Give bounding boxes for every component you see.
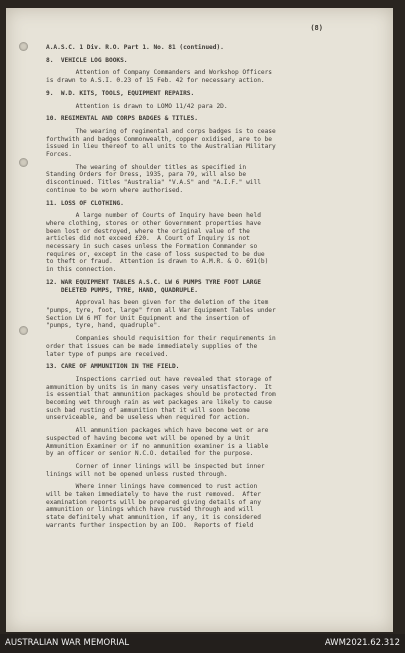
text-line: Section LW 6 MT for Unit Equipment and the insertion of	[46, 314, 250, 322]
page-number-mark: (8)	[310, 24, 323, 32]
archive-footer	[0, 634, 405, 653]
text-line: such bad rusting of ammunition that it will soon become	[46, 406, 250, 414]
text-line: Ammunition Examiner or if no ammunition examiner is a liable	[46, 442, 269, 450]
text-line: necessary in such cases unless the Formation Commander so	[46, 243, 258, 251]
text-line: The wearing of shoulder titles as specified in	[46, 163, 247, 171]
punch-hole-icon	[19, 326, 28, 335]
text-line: Approval has been given for the deletion of the item	[46, 299, 269, 307]
text-line: Attention of Company Commanders and Workshop Officers	[46, 69, 273, 77]
document-page	[6, 8, 393, 632]
text-line: Attention is drawn to LOMO 11/42 para 2D.	[46, 102, 228, 110]
text-line: All ammunition packages which have become wet or are	[46, 427, 269, 435]
text-line: Companies should requisition for their requirements in	[46, 335, 276, 343]
text-line: Where inner linings have commenced to rust action	[46, 483, 258, 491]
institution-label: AUSTRALIAN WAR MEMORIAL	[5, 638, 130, 648]
text-line: examination reports will be prepared giving details of any	[46, 498, 261, 506]
text-line: Standing Orders for Dress, 1935, para 79, will also be	[46, 171, 247, 179]
text-line: becoming wet through rain as wet packages are likely to cause	[46, 399, 273, 407]
text-line: 11. LOSS OF CLOTHING.	[46, 199, 124, 207]
text-line: A large number of Courts of Inquiry have been held	[46, 212, 261, 220]
text-line: continue to be worn where authorised.	[46, 186, 184, 194]
punch-hole-icon	[19, 42, 28, 51]
text-line: 10. REGIMENTAL AND CORPS BADGES & TITLES.	[46, 115, 198, 123]
text-line: by an officer or senior N.C.O. detailed for the purpose.	[46, 450, 254, 458]
text-line: 13. CARE OF AMMUNITION IN THE FIELD.	[46, 363, 180, 371]
text-line: ammunition by units is in many cases very unsatisfactory. It	[46, 383, 273, 391]
text-line: been lost or destroyed, where the original value of the	[46, 227, 250, 235]
text-line: warrants further inspection by an IOO. Reports of field	[46, 521, 254, 529]
text-line: 8. VEHICLE LOG BOOKS.	[46, 56, 128, 64]
text-line: later type of pumps are received.	[46, 350, 169, 358]
text-line: is essential that ammunition packages should be protected from	[46, 391, 276, 399]
typed-text-body	[46, 44, 382, 530]
text-line: suspected of having become wet will be opened by a Unit	[46, 434, 250, 442]
text-line: issued in lieu thereof to all units to the Australian Military	[46, 143, 276, 151]
catalogue-number: AWM2021.62.312	[324, 638, 400, 648]
text-line: where clothing, stores or other Government properties have	[46, 219, 261, 227]
text-line: requires or, except in the case of loss suspected to be due	[46, 250, 265, 258]
text-line: forthwith and badges Commonwealth, copper oxidised, are to be	[46, 135, 273, 143]
text-line: will be taken immediately to have the rust removed. After	[46, 491, 261, 499]
text-line: 12. WAR EQUIPMENT TABLES A.S.C. LW 6 PUMPS TYRE FOOT LARGE	[46, 278, 261, 286]
text-line: is drawn to A.S.I. 0.23 of 15 Feb. 42 for necessary action.	[46, 77, 265, 85]
text-line: 9. W.D. KITS, TOOLS, EQUIPMENT REPAIRS.	[46, 89, 195, 97]
text-line: in this connection.	[46, 266, 117, 274]
text-line: order that issues can be made immediately supplies of the	[46, 342, 258, 350]
text-line: A.A.S.C. 1 Div. R.O. Part 1. No. 81 (continued).	[46, 44, 224, 51]
text-line: The wearing of regimental and corps badges is to cease	[46, 127, 276, 135]
text-line: Corner of inner linings will be inspected but inner	[46, 462, 265, 470]
text-line: "pumps, tyre, foot, large" from all War Equipment Tables under	[46, 306, 276, 314]
punch-hole-icon	[19, 158, 28, 167]
text-line: unserviceable, and be useless when required for action.	[46, 414, 250, 422]
text-line: linings will not be opened unless rusted through.	[46, 470, 228, 478]
text-line: discontinued. Titles "Australia" "V.A.S" and "A.I.F." will	[46, 179, 261, 187]
text-line: Inspections carried out have revealed that storage of	[46, 375, 273, 383]
text-line: state definitely what ammunition, if any, it is considered	[46, 514, 261, 522]
text-line: "pumps, tyre, hand, quadruple".	[46, 322, 161, 330]
text-line: ammunition or linings which have rusted through and will	[46, 506, 254, 514]
text-line: articles did not exceed £20. A Court of Inquiry is not	[46, 235, 250, 243]
text-line: Forces.	[46, 151, 72, 159]
text-line: DELETED PUMPS, TYRE, HAND, QUADRUPLE.	[46, 286, 198, 294]
text-line: to theft or fraud. Attention is drawn to A.M.R. & O. 691(b)	[46, 258, 269, 266]
